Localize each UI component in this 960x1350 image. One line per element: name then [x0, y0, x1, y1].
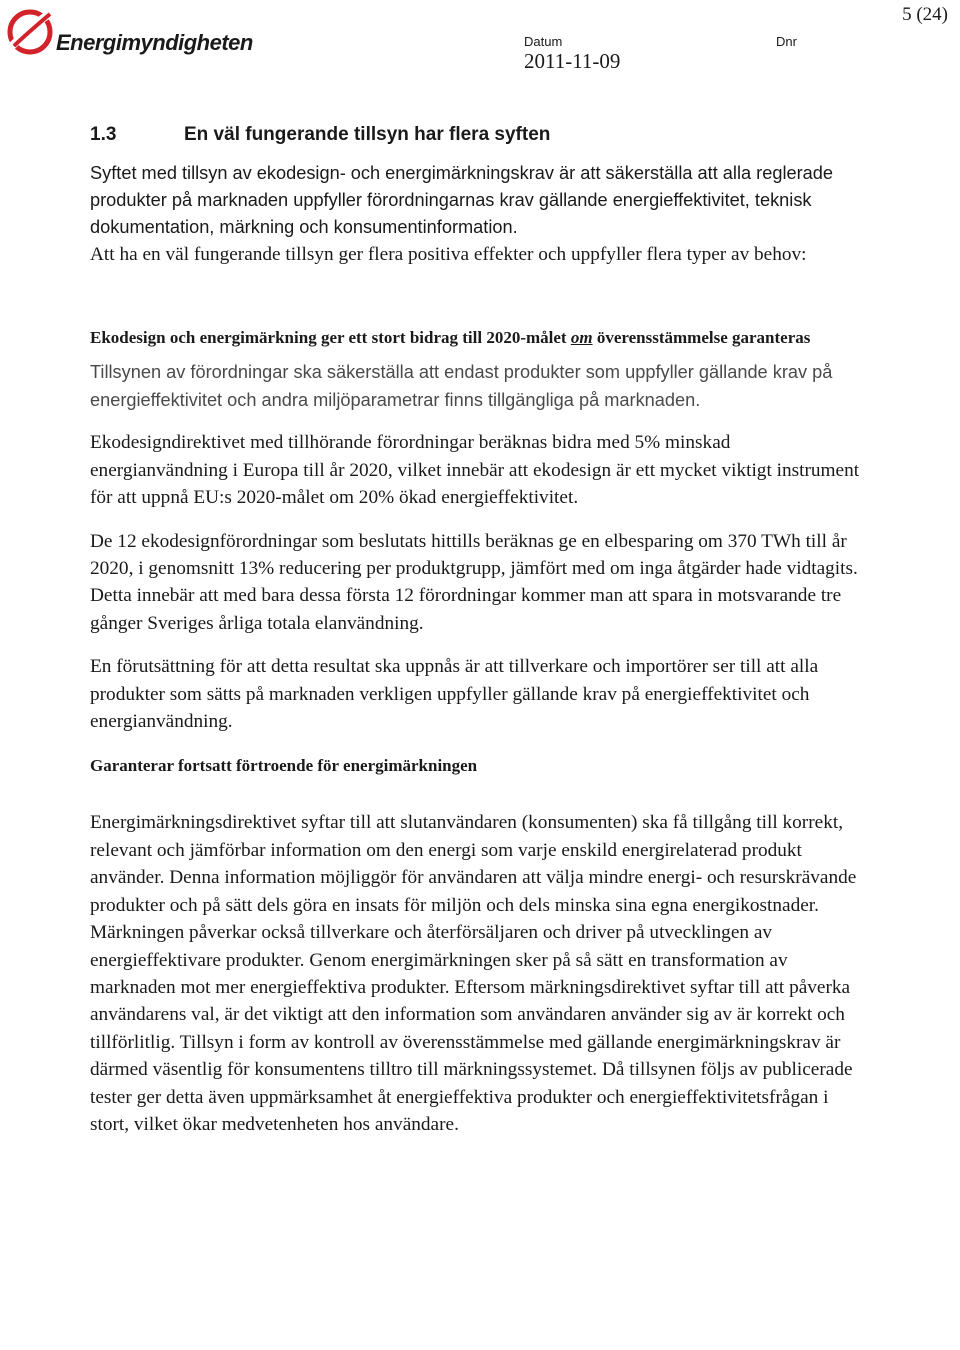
section-title: En väl fungerande tillsyn har flera syften	[184, 124, 551, 145]
page-number: 5 (24)	[902, 4, 948, 25]
subheading-ekodesign-text: Ekodesign och energimärkning ger ett stort bidrag till 2020-målet	[90, 328, 571, 348]
paragraph-12-forordningar: De 12 ekodesignförordningar som beslutats hittills beräknas ge en elbesparing om 370 TWh till år 2020, i genomsnitt 13% reducering per produktgrupp, jämfört med om inga åtgärder hade vidtagits. Detta innebär att med bara dessa första 12 förordningar kommer man att spara in motsvarande tre gånger Sveriges årliga totala elanvändning.	[90, 530, 858, 634]
date-value: 2011-11-09	[524, 49, 621, 73]
subheading-ekodesign-text-end: överensstämmelse garanteras	[592, 328, 811, 348]
paragraph-ekodesigndirektivet: Ekodesigndirektivet med tillhörande förordningar beräknas bidra med 5% minskad energianvändning i Europa till år 2020, vilket innebär att ekodesign är ett mycket viktigt instrument för att uppnå EU:s 2020-målet om 20% ökad energieffektivitet.	[90, 432, 860, 509]
logo-swirl-icon	[4, 6, 56, 58]
page-header	[0, 0, 960, 80]
paragraph-tillsyn: Tillsynen av förordningar ska säkerställa att endast produkter som uppfyller gällande krav på energieffektivitet och andra miljöparametrar finns tillgängliga på marknaden.	[90, 362, 833, 411]
paragraph-energimarkningsdirektivet: Energimärkningsdirektivet syftar till att slutanvändaren (konsumenten) ska få tillgång till korrekt, relevant och jämförbar information om den energi som varje enskild energirelaterad produkt använder. Denna information möjliggör för användaren att välja mindre energi- och resurskrävande produkter och på sätt dels göra en insats för miljön och dels minska sina egna energikostnader. Märkningen påverkar också tillverkare och återförsäljaren och driver på utvecklingen av energieffektivare produkter. Genom energimärkningen sker på så sätt en transformation av marknaden mot mer energieffektiva produkter. Eftersom märkningsdirektivet syftar till att påverka användarens val, är det viktigt att den information som användaren använder sig av är korrekt och tillförlitlig. Tillsyn i form av kontroll av överensstämmelse med gällande energimärkningskrav är därmed väsentlig för konsumentens tilltro till märkningssystemet. Då tillsynen följs av publicerade tester ger detta även uppmärksamhet åt energieffektiva produkter och energieffektivitetsfrågan i stort, vilket ökar medvetenheten hos användare.	[90, 812, 857, 1135]
intro-second-sentence: Att ha en väl fungerande tillsyn ger flera positiva effekter och uppfyller flera typer av behov:	[90, 244, 807, 265]
energimyndigheten-logo	[4, 4, 253, 60]
date-label: Datum	[524, 34, 563, 49]
section-heading	[90, 120, 870, 150]
subheading-ekodesign	[90, 327, 870, 348]
section-number: 1.3	[90, 124, 117, 145]
subheading-ekodesign-emphasis: om	[570, 328, 593, 348]
dnr-label: Dnr	[776, 34, 797, 49]
subheading-fortroende: Garanterar fortsatt förtroende för energimärkningen	[90, 756, 478, 776]
paragraph-forutsattning: En förutsättning för att detta resultat ska uppnås är att tillverkare och importörer ser till att alla produkter som sätts på marknaden verkligen uppfyller gällande krav på energieffektivitet och energianvändning.	[90, 656, 819, 733]
document-body	[90, 120, 870, 1138]
intro-first-sentence: Syftet med tillsyn av ekodesign- och energimärkningskrav är att säkerställa att alla reglerade produkter på marknaden uppfyller förordningarnas krav gällande energieffektivitet, teknisk dokumentation, märkning och konsumentinformation.	[90, 163, 834, 237]
logo-text: Energimyndigheten	[56, 30, 253, 55]
intro-paragraph	[90, 160, 870, 241]
